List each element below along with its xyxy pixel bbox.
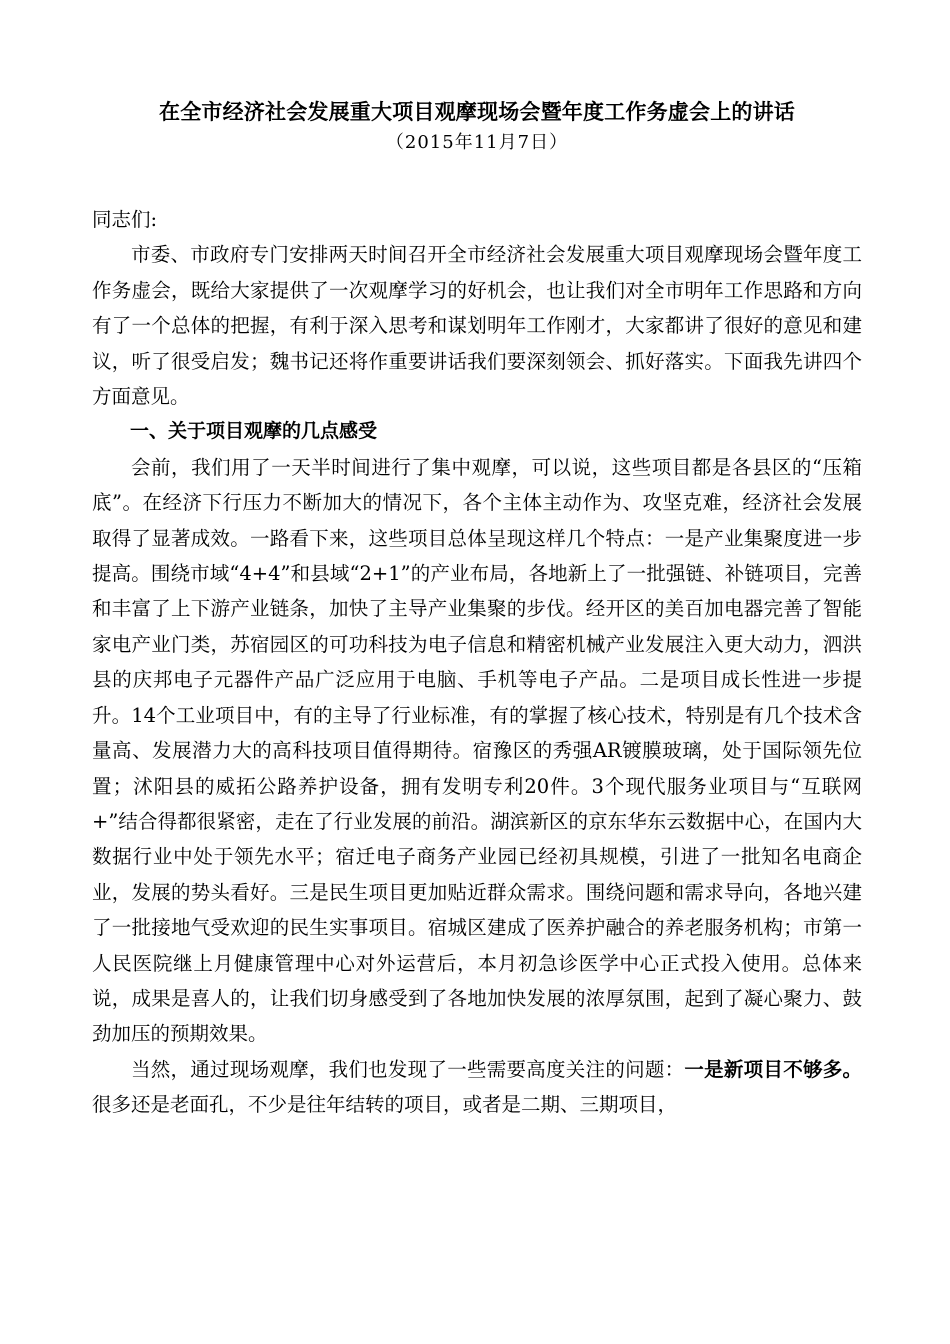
- document-date: （2015年11月7日）: [385, 132, 569, 153]
- salutation: 同志们:: [92, 208, 158, 231]
- paragraph-intro: 市委、市政府专门安排两天时间召开全市经济社会发展重大项目观摩现场会暨年度工作务虚会，既给大家提供了一次观摩学习的好机会，也让我们对全市明年工作思路和方向有了一个总体的把握，有利于深入思考和谋划明年工作刚才，大家都讲了很好的意见和建议，听了很受启发；魏书记还将作重要讲话我们要深刻领会、抓好落实。下面我先讲四个方面意见。: [92, 243, 862, 409]
- document-page: [92, 90, 862, 1123]
- issues-rest-text: 很多还是老面孔，不少是往年结转的项目，或者是二期、三期项目，: [92, 1093, 678, 1117]
- document-title: 在全市经济社会发展重大项目观摩现场会暨年度工作务虚会上的讲话: [159, 100, 795, 124]
- document-body: [92, 202, 862, 1123]
- paragraph-issues: [92, 1052, 862, 1123]
- issues-lead-text: 当然，通过现场观摩，我们也发现了一些需要高度关注的问题：: [131, 1057, 685, 1081]
- issues-bold-point: 一是新项目不够多。: [684, 1057, 862, 1081]
- paragraph-observations: 会前，我们用了一天半时间进行了集中观摩，可以说，这些项目都是各县区的“压箱底”。在经济下行压力不断加大的情况下，各个主体主动作为、攻坚克难，经济社会发展取得了显著成效。一路看下来，这些项目总体呈现这样几个特点：一是产业集聚度进一步提高。围绕市域“4+4”和县域“2+1”的产业布局，各地新上了一批强链、补链项目，完善和丰富了上下游产业链条，加快了主导产业集聚的步伐。经开区的美百加电器完善了智能家电产业门类，苏宿园区的可功科技为电子信息和精密机械产业发展注入更大动力，泗洪县的庆邦电子元器件产品广泛应用于电脑、手机等电子产品。二是项目成长性进一步提升。14个工业项目中，有的主导了行业标准，有的掌握了核心技术，特别是有几个技术含量高、发展潜力大的高科技项目值得期待。宿豫区的秀强AR镀膜玻璃，处于国际领先位置；沭阳县的威拓公路养护设备，拥有发明专利20件。3个现代服务业项目与“互联网+”结合得都很紧密，走在了行业发展的前沿。湖滨新区的京东华东云数据中心，在国内大数据行业中处于领先水平；宿迁电子商务产业园已经初具规模，引进了一批知名电商企业，发展的势头看好。三是民生项目更加贴近群众需求。围绕问题和需求导向，各地兴建了一批接地气受欢迎的民生实事项目。宿城区建成了医养护融合的养老服务机构；市第一人民医院继上月健康管理中心对外运营后，本月初急诊医学中心正式投入使用。总体来说，成果是喜人的，让我们切身感受到了各地加快发展的浓厚氛围，起到了凝心聚力、鼓劲加压的预期效果。: [92, 455, 862, 1046]
- section-heading-1: 一、关于项目观摩的几点感受: [130, 420, 378, 443]
